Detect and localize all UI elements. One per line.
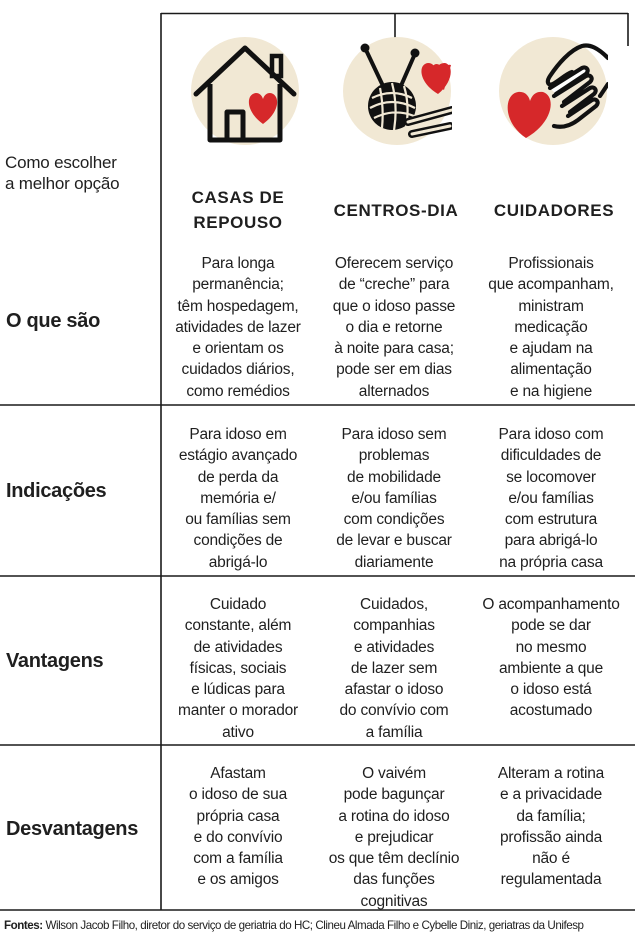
yarn-needles-heart-icon [342, 36, 452, 146]
hand-heart-icon [498, 36, 608, 146]
intro-line-1: Como escolher [5, 153, 117, 172]
cell-o-que-sao-centros: Oferecem serviço de “creche” para que o idoso passe o dia e retorne à noite para casa; pode ser em dias alternados [332, 255, 456, 400]
row-label-indicacoes: Indicações [6, 480, 107, 502]
column-heading-line: CASAS DE [191, 188, 285, 207]
cell-vantagens-centros: Cuidados, companhias e atividades de lazer sem afastar o idoso do convívio com a família [339, 596, 449, 741]
cell-vantagens-casas: Cuidado constante, além de atividades físicas, sociais e lúdicas para manter o morador ativo [178, 596, 298, 741]
row-label-o-que-sao: O que são [6, 310, 100, 332]
sources-text: Wilson Jacob Filho, diretor do serviço de geriatria do HC; Clineu Almada Filho e Cybelle Diniz, geriatras da Unifesp [42, 919, 584, 932]
cell-o-que-sao-cuidadores: Profissionais que acompanham, ministram medicação e ajudam na alimentação e na higiene [488, 255, 614, 400]
cell-indicacoes-casas: Para idoso em estágio avançado de perda da memória e/ ou famílias sem condições de abrigá-lo [178, 426, 298, 571]
sources-footnote [4, 919, 634, 932]
column-heading-casas-de-repouso [168, 185, 308, 235]
cell-vantagens-cuidadores: O acompanhamento pode se dar no mesmo ambiente a que o idoso está acostumado [482, 596, 620, 720]
row-label-desvantagens: Desvantagens [6, 818, 139, 840]
cell-indicacoes-centros: Para idoso sem problemas de mobilidade e/ou famílias com condições de levar e buscar diariamente [336, 426, 452, 571]
house-heart-icon [190, 36, 300, 146]
cell-desvantagens-centros: O vaivém pode bagunçar a rotina do idoso e prejudicar os que têm declínio das funções cognitivas [328, 765, 460, 910]
column-heading-cuidadores: CUIDADORES [493, 201, 615, 220]
row-label-vantagens: Vantagens [6, 650, 104, 672]
cell-desvantagens-casas: Afastam o idoso de sua própria casa e do convívio com a família e os amigos [188, 765, 288, 889]
intro-line-2: a melhor opção [5, 174, 120, 193]
sources-label: Fontes: [4, 919, 43, 932]
intro-text [5, 152, 150, 194]
cell-o-que-sao-casas: Para longa permanência; têm hospedagem, atividades de lazer e orientam os cuidados diários, como remédios [175, 255, 301, 400]
cell-desvantagens-cuidadores: Alteram a rotina e a privacidade da família; profissão ainda não é regulamentada [497, 765, 605, 889]
cell-indicacoes-cuidadores: Para idoso com dificuldades de se locomover e/ou famílias com estrutura para abrigá-lo na própria casa [498, 426, 604, 571]
column-heading-centros-dia: CENTROS-DIA [333, 201, 459, 220]
column-heading-line: REPOUSO [193, 213, 283, 232]
